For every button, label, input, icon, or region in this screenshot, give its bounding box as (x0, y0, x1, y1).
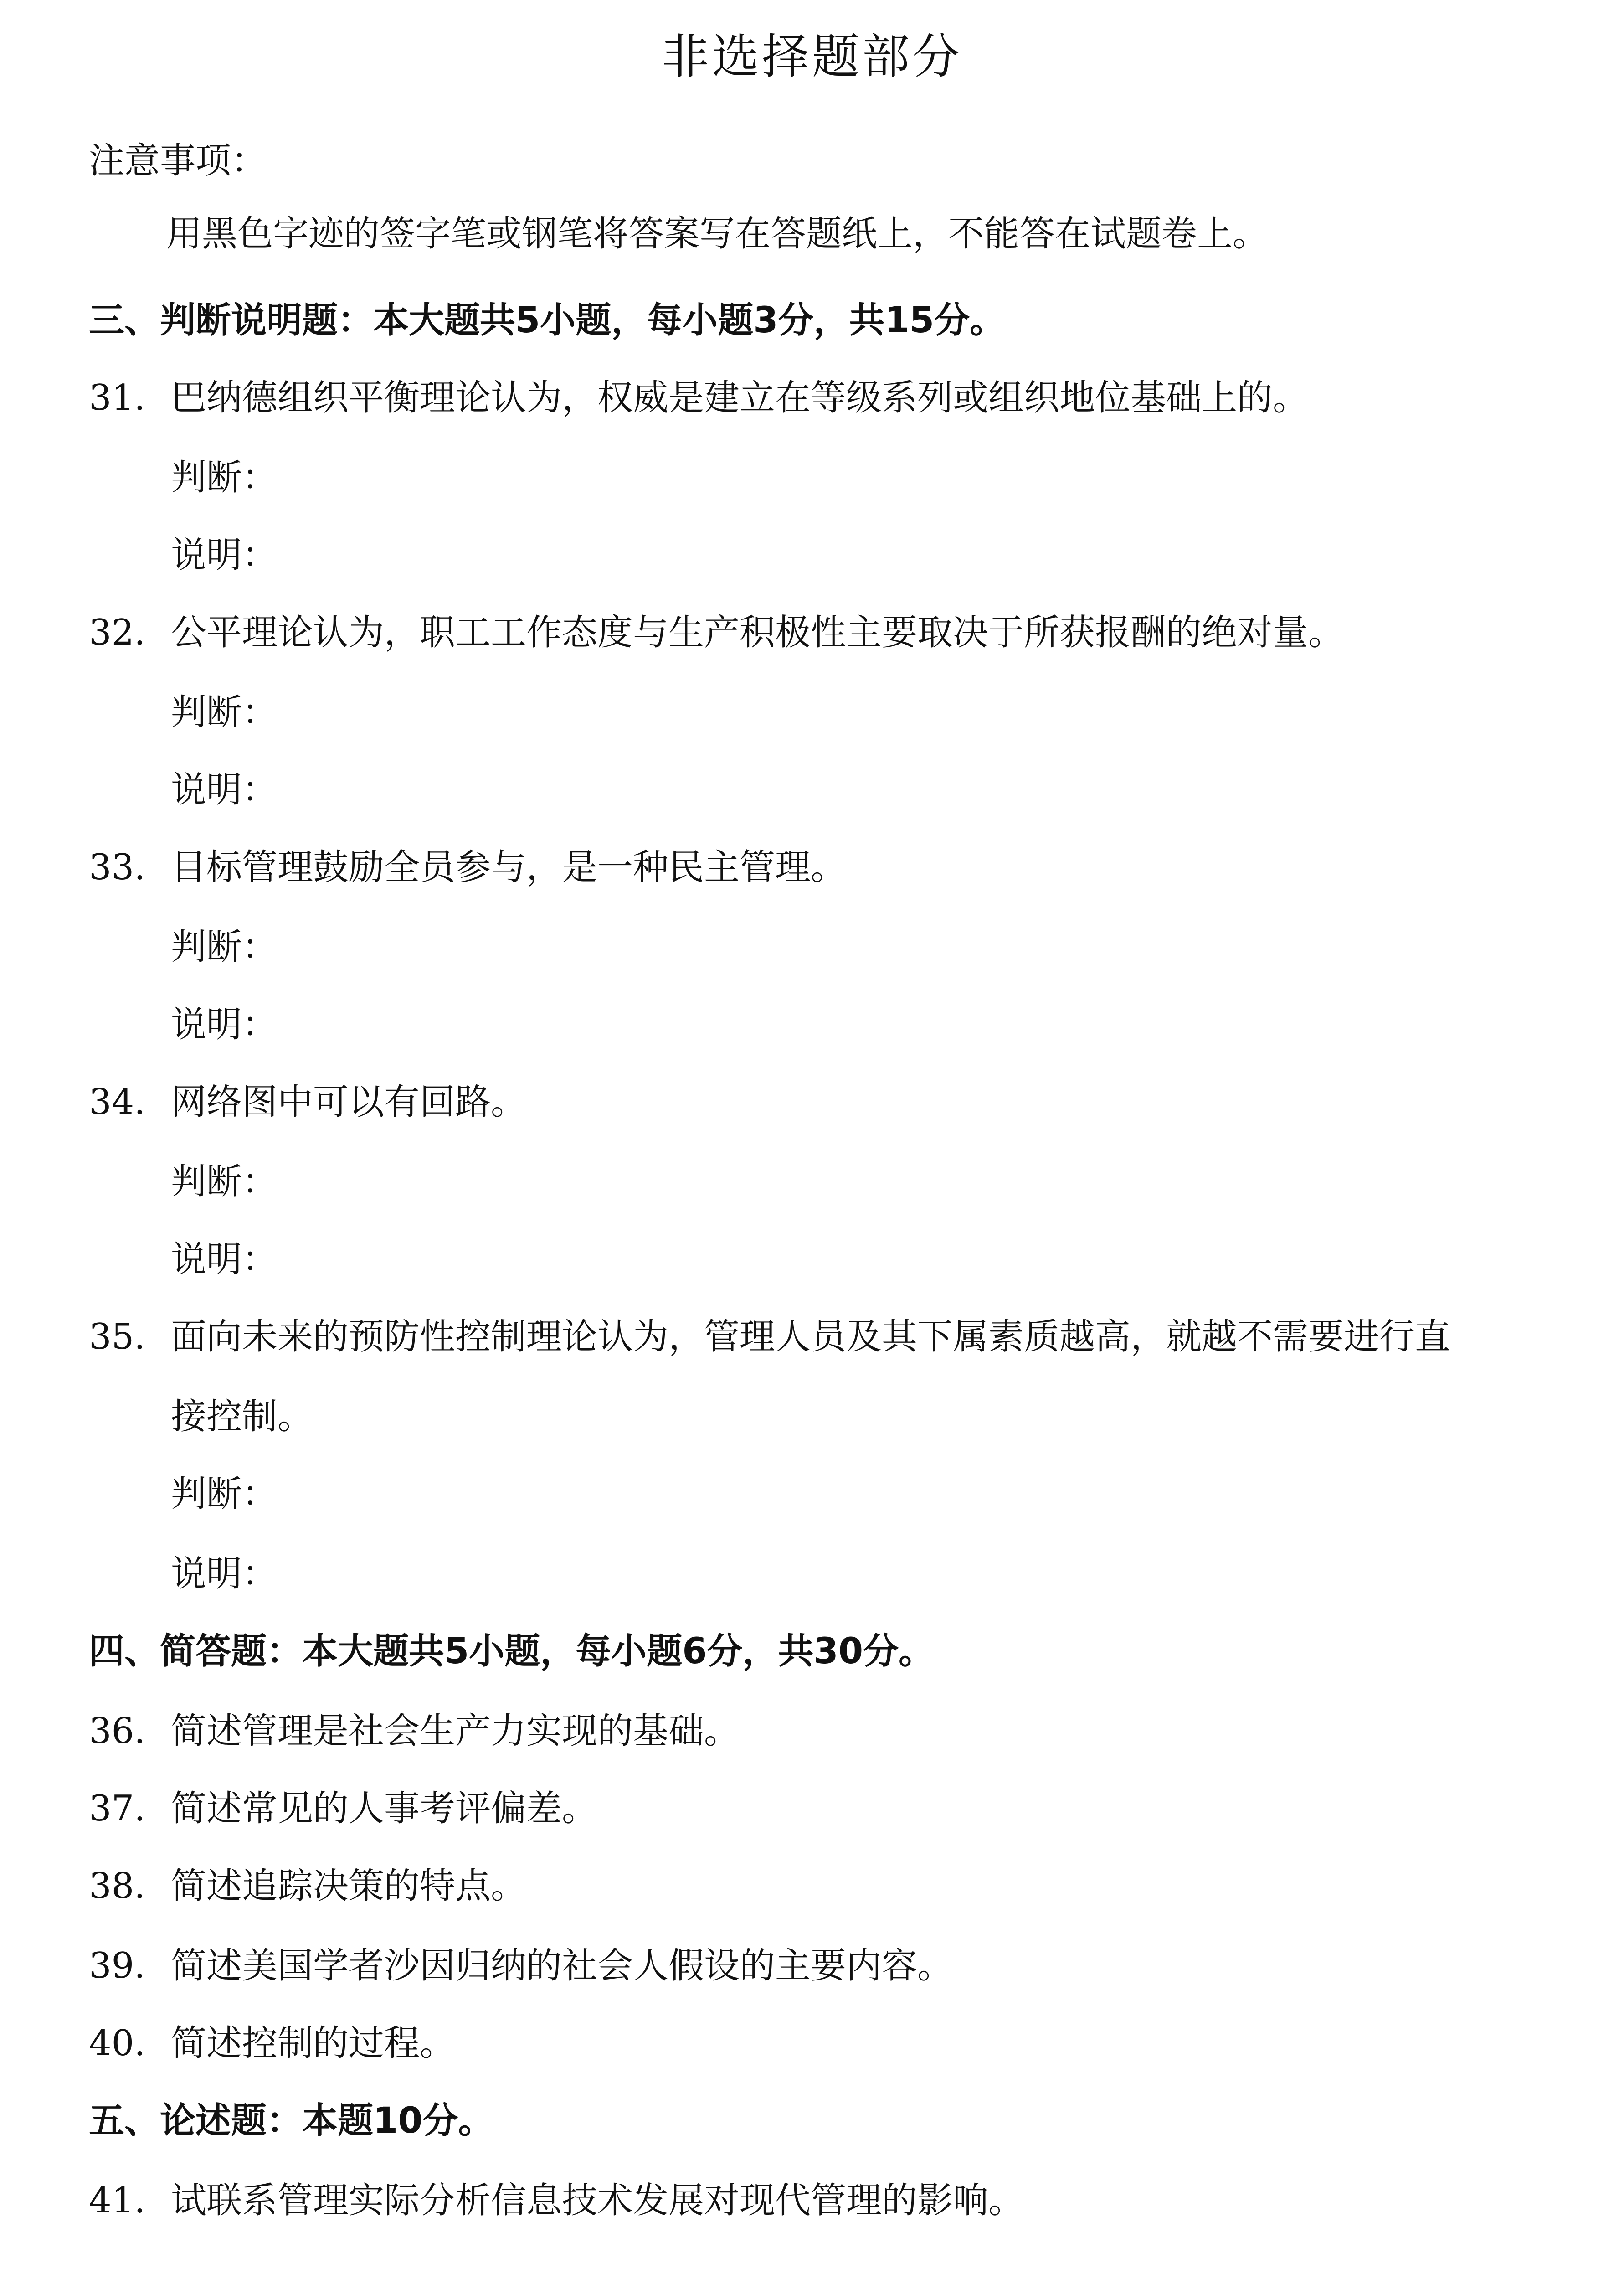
question-text-continued: 接控制。 (171, 1396, 313, 1437)
question-37 (89, 1780, 597, 1831)
question-number: 36. (89, 1711, 146, 1752)
question-33 (89, 839, 846, 890)
explain-label: 说明： (171, 769, 278, 810)
judge-label: 判断： (171, 1474, 278, 1515)
question-31 (89, 369, 1308, 420)
question-text: 公平理论认为，职工工作态度与生产积极性主要取决于所获报酬的绝对量。 (171, 612, 1344, 653)
question-number: 40. (89, 2023, 146, 2064)
question-text: 试联系管理实际分析信息技术发展对现代管理的影响。 (171, 2180, 1024, 2221)
question-text: 网络图中可以有回路。 (171, 1082, 527, 1123)
question-number: 34. (89, 1082, 146, 1123)
notice-heading: 注意事项： (89, 140, 267, 181)
explain-label: 说明： (171, 535, 278, 576)
question-38 (89, 1857, 526, 1908)
question-text: 简述控制的过程。 (171, 2023, 456, 2064)
question-39 (89, 1937, 953, 1988)
question-text: 目标管理鼓励全员参与，是一种民主管理。 (171, 847, 847, 888)
question-text: 简述管理是社会生产力实现的基础。 (171, 1711, 740, 1752)
question-35 (89, 1308, 1450, 1359)
question-number: 39. (89, 1945, 146, 1986)
notice-body: 用黑色字迹的签字笔或钢笔将答案写在答题纸上，不能答在试题卷上。 (166, 213, 1269, 254)
judge-label: 判断： (171, 692, 278, 733)
question-text: 简述常见的人事考评偏差。 (171, 1788, 598, 1829)
explain-label: 说明： (171, 1004, 278, 1045)
question-text: 巴纳德组织平衡理论认为，权威是建立在等级系列或组织地位基础上的。 (171, 377, 1309, 418)
question-number: 37. (89, 1788, 146, 1829)
question-40 (89, 2015, 455, 2066)
question-36 (89, 1702, 740, 1753)
section-5-heading: 五、论述题：本题10分。 (89, 2100, 494, 2141)
page-title: 非选择题部分 (661, 29, 962, 84)
question-text: 面向未来的预防性控制理论认为，管理人员及其下属素质越高，就越不需要进行直 (171, 1316, 1451, 1357)
question-41 (89, 2172, 1024, 2223)
question-text: 简述追踪决策的特点。 (171, 1866, 527, 1907)
judge-label: 判断： (171, 457, 278, 498)
question-number: 32. (89, 612, 146, 653)
question-32 (89, 604, 1344, 655)
question-number: 33. (89, 847, 146, 888)
explain-label: 说明： (171, 1553, 278, 1594)
explain-label: 说明： (171, 1239, 278, 1280)
judge-label: 判断： (171, 927, 278, 968)
question-number: 41. (89, 2180, 146, 2221)
question-text: 简述美国学者沙因归纳的社会人假设的主要内容。 (171, 1945, 953, 1986)
question-number: 31. (89, 377, 146, 418)
section-3-heading: 三、判断说明题：本大题共5小题，每小题3分，共15分。 (89, 300, 1006, 341)
question-34 (89, 1073, 526, 1124)
section-4-heading: 四、简答题：本大题共5小题，每小题6分，共30分。 (89, 1631, 935, 1672)
question-number: 35. (89, 1316, 146, 1357)
judge-label: 判断： (171, 1161, 278, 1202)
question-number: 38. (89, 1866, 146, 1907)
